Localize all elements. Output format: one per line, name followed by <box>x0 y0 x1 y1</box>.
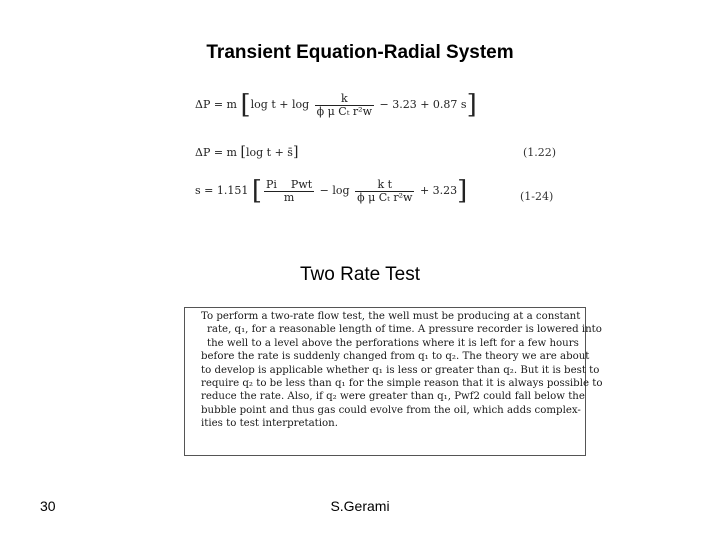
eq1-fraction <box>315 93 374 118</box>
eq3-frac2-num: k t <box>355 179 414 192</box>
eq1-inner-end: − 3.23 + 0.87 s <box>379 98 467 111</box>
eq1-frac-den: ϕ μ Cₜ r²w <box>316 104 373 118</box>
eq3-frac2-den: ϕ μ Cₜ r²w <box>357 190 413 204</box>
excerpt-line: reduce the rate. Also, if q₂ were greater than q₁, Pwf2 could fall below the <box>201 391 585 403</box>
eq3-frac1-num: Pi Pwt <box>266 177 313 191</box>
excerpt-line: the well to a level above the perforations where it is left for a few hours <box>207 337 579 349</box>
excerpt-line: to develop is applicable whether q₁ is less or greater than q₂. But it is best to <box>201 364 600 376</box>
left-bracket: [ <box>251 176 263 206</box>
eq2-inner: log t + s̄ <box>245 146 293 159</box>
equation-image <box>195 88 565 218</box>
eq3-fraction-1 <box>264 179 314 204</box>
text-excerpt-box <box>184 307 603 456</box>
excerpt-line: ities to test interpretation. <box>201 418 338 430</box>
equation-2 <box>195 144 298 160</box>
left-bracket: [ <box>240 144 246 160</box>
excerpt-paragraph <box>201 310 603 431</box>
eq3-mid: − log <box>319 184 350 197</box>
equation-3 <box>195 176 467 206</box>
eq3-fraction-2 <box>355 179 414 204</box>
right-bracket: ] <box>457 176 468 206</box>
excerpt-line: rate, q₁, for a reasonable length of time. A pressure recorder is lowered into <box>207 324 602 336</box>
slide-title: Transient Equation-Radial System <box>206 42 514 63</box>
right-bracket: ] <box>466 90 477 120</box>
eq3-lhs: s = 1.151 <box>195 184 249 197</box>
right-bracket: ] <box>292 144 299 160</box>
left-bracket: [ <box>240 90 251 120</box>
page-number: 30 <box>40 498 56 514</box>
equation-1 <box>195 90 477 120</box>
excerpt-line: before the rate is suddenly changed from q₁ to q₂. The theory we are about <box>201 351 590 363</box>
eq1-lhs: ΔP = m <box>195 98 237 111</box>
eq1-frac-num: k <box>315 93 374 106</box>
eq2-number: (1.22) <box>523 146 557 159</box>
section-subtitle: Two Rate Test <box>299 264 421 285</box>
eq3-end: + 3.23 <box>419 184 458 197</box>
excerpt-line: require q₂ to be less than q₁ for the simple reason that it is always possible to <box>201 378 603 390</box>
excerpt-line: To perform a two-rate flow test, the well must be producing at a constant <box>201 311 581 322</box>
excerpt-line: bubble point and thus gas could evolve from the oil, which adds complex- <box>201 404 581 416</box>
footer-author: S.Gerami <box>330 498 390 514</box>
eq1-inner-start: log t + log <box>250 98 310 111</box>
eq2-lhs: ΔP = m <box>195 146 237 159</box>
eq3-frac1-den: m <box>283 190 295 204</box>
eq3-number: (1-24) <box>520 190 554 203</box>
